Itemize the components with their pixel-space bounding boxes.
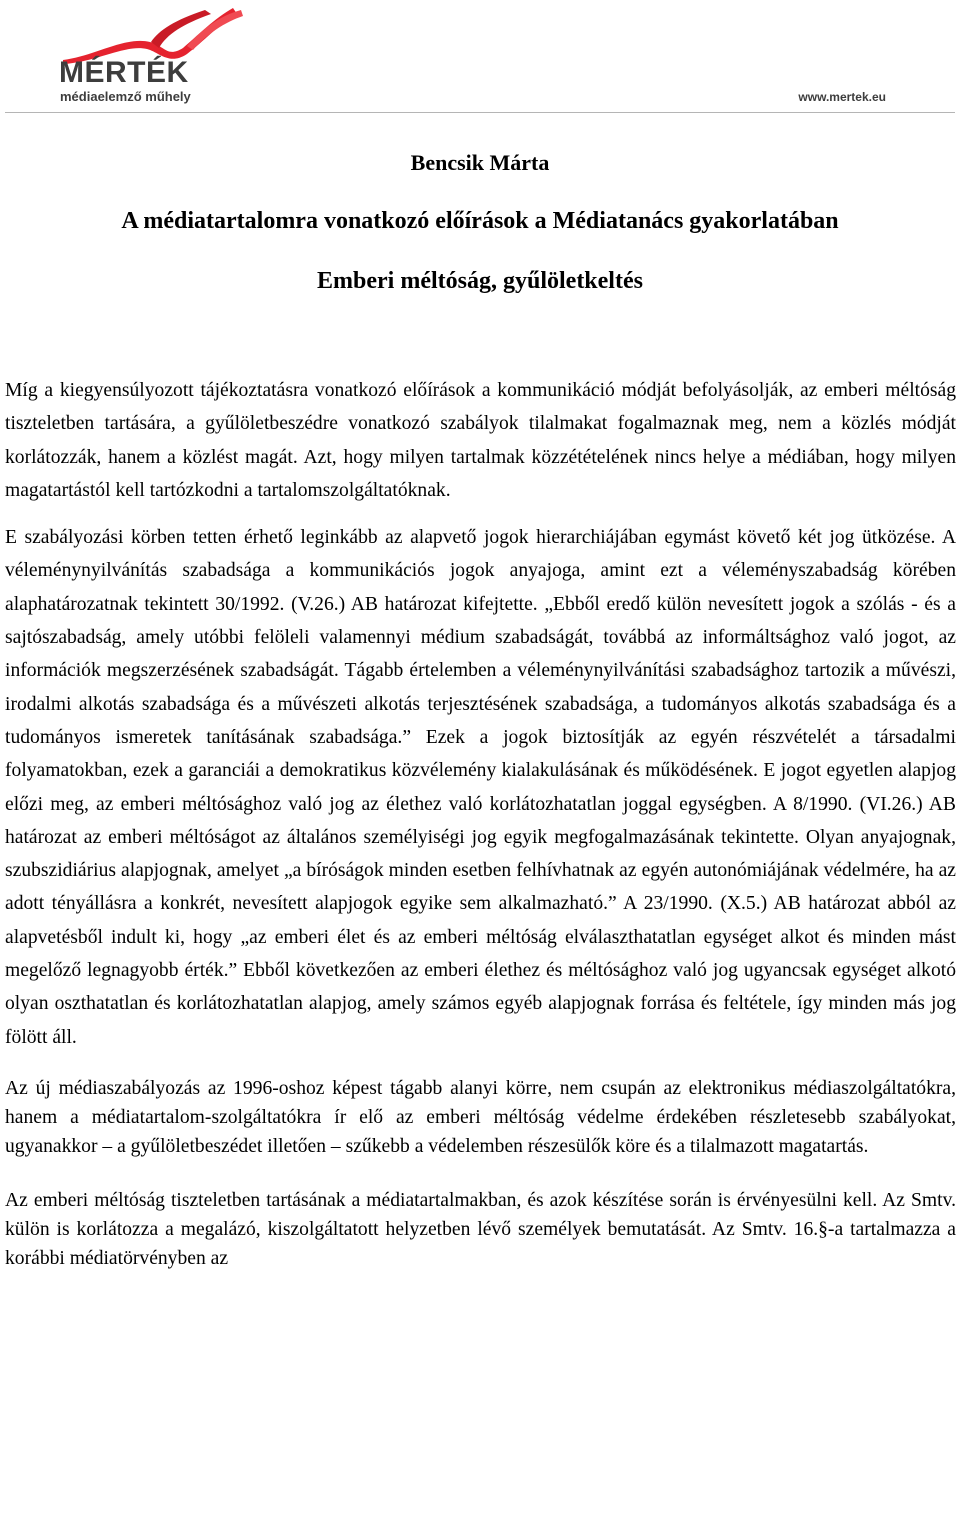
author-name: Bencsik Márta	[410, 150, 550, 175]
paragraph: Az emberi méltóság tiszteletben tartásának a médiatartalmakban, és azok készítése során is érvényesülni kell. Az Smtv. külön is korlátozza a megalázó, kiszolgáltatott helyzetben lévő személyek bemutatását. Az Smtv. 16.§-a tartalmazza a korábbi médiatörvényben az	[5, 1189, 956, 1269]
paragraph: Az új médiaszabályozás az 1996-oshoz képest tágabb alanyi körre, nem csupán az elektronikus médiaszolgáltatókra, hanem a médiatartalom-szolgáltatókra ír elő az emberi méltóság védelme érdekében részletesebb szabályokat, ugyanakkor – a gyűlöletbeszédet illetően – szűkebb a védelemben részesülők köre és a tilalmazott magatartás.	[5, 1077, 956, 1157]
page-header	[0, 0, 960, 115]
mertek-logo	[55, 6, 245, 108]
logo-subtitle: médiaelemző műhely	[60, 89, 191, 104]
logo-name: MÉRTÉK	[59, 56, 189, 89]
document-title: A médiatartalomra vonatkozó előírások a Médiatanács gyakorlatában	[121, 208, 839, 234]
site-url-link[interactable]: www.mertek.eu	[798, 90, 886, 104]
header-divider	[5, 112, 955, 113]
paragraph: E szabályozási körben tetten érhető leginkább az alapvető jogok hierarchiájában egymást követő két jog ütközése. A véleménynyilvánítás szabadsága a kommunikációs jogok anyajoga, amint ezt a véleményszabadság körében alaphatározatnak tekintett 30/1992. (V.26.) AB határozat kifejtette. „Ebből eredő külön nevesített jogok a szólás - és a sajtószabadság, amely utóbbi felöleli valamennyi médium szabadságát, továbbá az informáltsághoz való jogot, az információk megszerzésének szabadságát. Tágabb értelemben a véleménynyilvánítási szabadsághoz tartozik a művészi, irodalmi alkotás szabadsága és a művészeti alkotás terjesztésének szabadsága, a tudományos alkotás szabadsága és a tudományos ismeretek tanításának szabadsága.” Ezek a jogok biztosítják az egyén részvételét a társadalmi folyamatokban, ezek a garanciái a demokratikus közvélemény kialakulásának és működésének. E jogot egyetlen alapjog előzi meg, az emberi méltósághoz való jog az élethez való korlátozhatatlan joggal egységben. A 8/1990. (VI.26.) AB határozat az emberi méltóságot az általános személyiségi jog egyik megfogalmazásának tekintette. Olyan anyajognak, szubszidiárius alapjognak, amelyet „a bíróságok minden esetben felhívhatnak az egyén autonómiájának védelmére, ha az adott tényállásra a konkrét, nevesített alapjogok egyike sem alkalmazható.” A 23/1990. (X.5.) AB határozat abból az alapvetésből indult ki, hogy „az emberi élet és az emberi méltóság elválaszthatatlan egységet alkot és minden mást megelőző legnagyobb érték.” Ebből következően az emberi élethez és méltósághoz való jog ugyancsak egységet alkotó olyan oszthatatlan és korlátozhatatlan alapjog, amely számos egyéb alapjognak forrása és feltétele, így minden más jog fölött áll.	[5, 527, 956, 1048]
document-body	[5, 374, 956, 1273]
paragraph: Míg a kiegyensúlyozott tájékoztatásra vonatkozó előírások a kommunikáció módját befolyásolják, az emberi méltóság tiszteletben tartására, a gyűlöletbeszédre vonatkozó szabályok tilalmakat fogalmaznak meg, nem a közlés módját korlátozzák, hanem a közlést magát. Azt, hogy milyen tartalmak közzétételének nincs helye a médiában, hogy milyen magatartástól kell tartózkodni a tartalomszolgáltatóknak.	[5, 380, 956, 501]
document-subtitle: Emberi méltóság, gyűlöletkeltés	[317, 268, 643, 294]
